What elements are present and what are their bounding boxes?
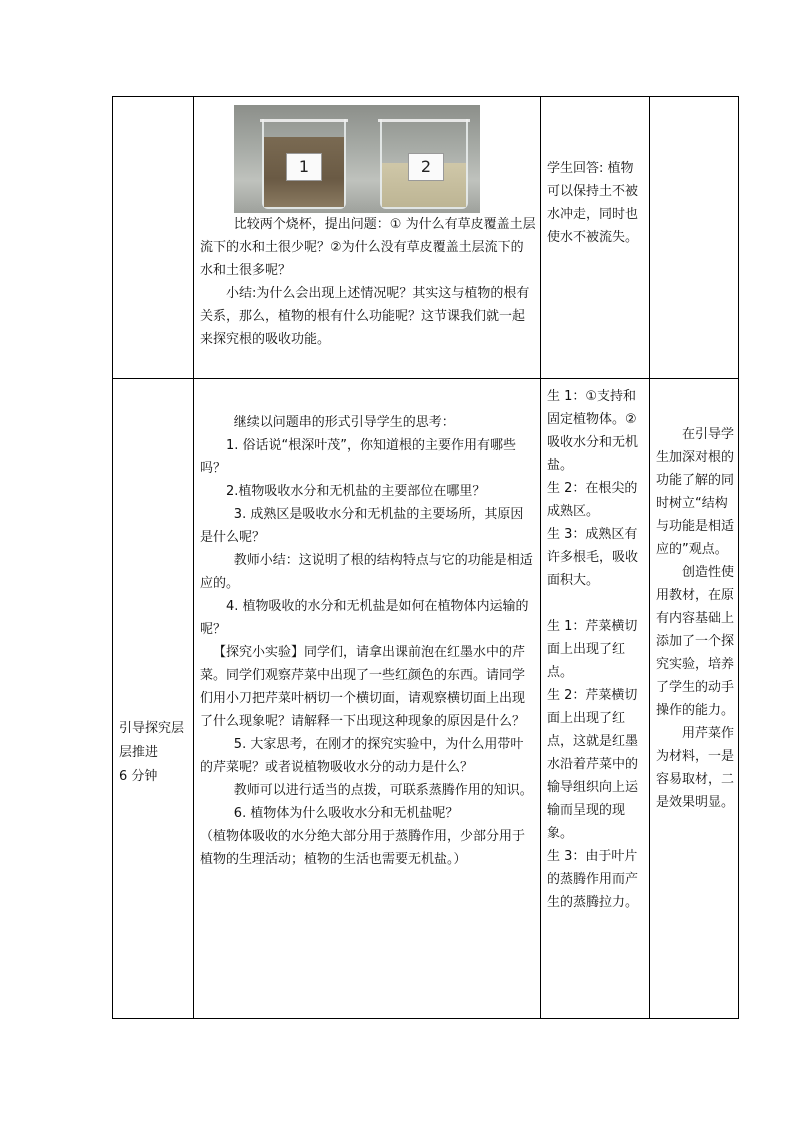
student-activity-cell	[541, 379, 650, 1019]
beaker-1-label: 1	[286, 153, 322, 181]
student-response: 生 3：由于叶片的蒸腾作用而产生的蒸腾拉力。	[547, 849, 639, 910]
content-paragraph: 4. 植物吸收的水分和无机盐是如何在植物体内运输的呢？	[200, 599, 529, 637]
content-paragraph: 5. 大家思考，在刚才的探究实验中，为什么用带叶的芹菜呢？或者说植物吸收水分的动力是什么？	[200, 737, 524, 775]
student-response: 学生回答: 植物可以保持土不被水冲走，同时也使水不被流失。	[547, 161, 639, 245]
design-note: 在引导学生加深对根的功能了解的同时树立“结构与功能是相适应的”观点。	[656, 427, 735, 557]
student-response: 生 3：成熟区有许多根毛，吸收面积大。	[547, 527, 639, 588]
content-paragraph: （植物体吸收的水分绝大部分用于蒸腾作用，少部分用于植物的生理活动；植物的生活也需要无机盐。）	[200, 829, 526, 867]
design-note: 创造性使用教材，在原有内容基础上添加了一个探究实验，培养了学生的动手操作的能力。	[656, 565, 735, 718]
design-intent-cell	[650, 97, 739, 379]
lesson-plan-table	[112, 96, 739, 1019]
content-paragraph: 教师可以进行适当的点拨，可联系蒸腾作用的知识。	[233, 783, 533, 798]
design-intent-cell	[650, 379, 739, 1019]
table-row	[113, 97, 739, 379]
beaker-2	[380, 119, 468, 209]
phase-title: 引导探究层层推进	[119, 721, 185, 760]
content-paragraph: 小结:为什么会出现上述情况呢？其实这与植物的根有关系，那么，植物的根有什么功能呢？这节课我们就一起来探究根的吸收功能。	[200, 286, 530, 347]
content-paragraph: 比较两个烧杯，提出问题：① 为什么有草皮覆盖土层流下的水和土很少呢？②为什么没有草皮覆盖土层流下的水和土很多呢？	[200, 217, 536, 278]
phase-cell-empty	[113, 97, 194, 379]
phase-cell	[113, 379, 194, 1019]
content-paragraph: 6. 植物体为什么吸收水分和无机盐呢？	[233, 806, 459, 821]
student-response: 生 1：①支持和固定植物体。②吸收水分和无机盐。	[547, 389, 639, 473]
student-activity-cell	[541, 97, 650, 379]
design-note: 用芹菜作为材料，一是容易取材，二是效果明显。	[656, 726, 735, 810]
teaching-content-cell	[194, 97, 541, 379]
phase-time: 6 分钟	[119, 769, 158, 784]
student-response: 生 2：在根尖的成熟区。	[547, 481, 638, 519]
content-paragraph: 2.植物吸收水分和无机盐的主要部位在哪里？	[226, 484, 486, 499]
content-paragraph: 3. 成熟区是吸收水分和无机盐的主要场所，其原因是什么呢？	[200, 507, 524, 545]
teaching-content-cell	[194, 379, 541, 1019]
content-paragraph: 【探究小实验】同学们，请拿出课前泡在红墨水中的芹菜。同学们观察芹菜中出现了一些红颜色的东西。请同学们用小刀把芹菜叶柄切一个横切面，请观察横切面上出现了什么现象呢？请解释一下出现这种现象的原因是什么？	[200, 645, 526, 729]
content-paragraph: 教师小结：这说明了根的结构特点与它的功能是相适应的。	[200, 553, 533, 591]
content-paragraph: 继续以问题串的形式引导学生的思考：	[233, 415, 455, 430]
student-response: 生 1：芹菜横切面上出现了红点。	[547, 619, 638, 680]
table-row	[113, 379, 739, 1019]
beaker-1	[262, 119, 346, 209]
beaker-photo	[234, 105, 480, 213]
beaker-2-label: 2	[408, 153, 444, 181]
student-response: 生 2：芹菜横切面上出现了红点，这就是红墨水沿着芹菜中的输导组织向上运输而呈现的现象。	[547, 688, 639, 841]
content-paragraph: 1. 俗话说“根深叶茂”，你知道根的主要作用有哪些吗？	[200, 438, 517, 476]
